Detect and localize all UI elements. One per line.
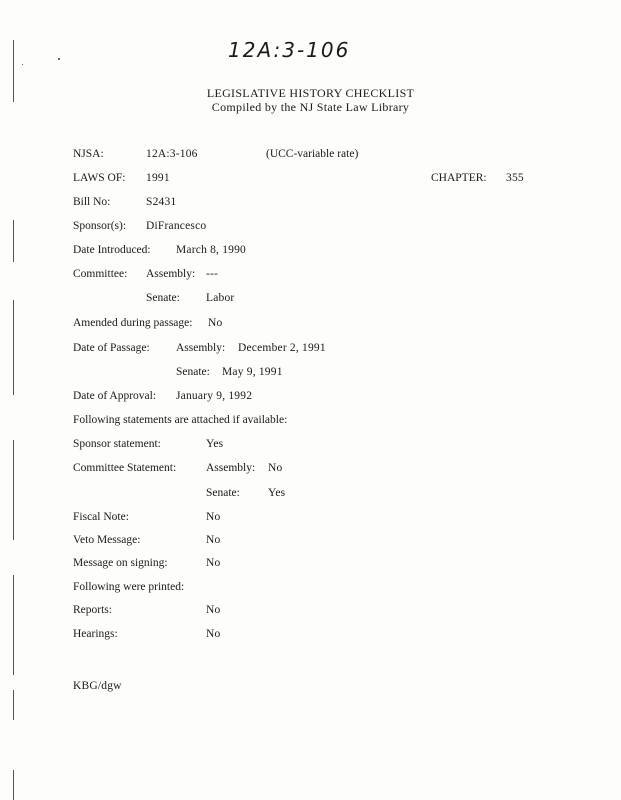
sponsor-statement-value: Yes xyxy=(206,438,224,450)
reports-value: No xyxy=(206,604,221,616)
message-signing-value: No xyxy=(206,557,221,569)
bill-no-label: Bill No: xyxy=(73,196,111,208)
reports-label: Reports: xyxy=(73,604,112,616)
veto-message-label: Veto Message: xyxy=(73,534,141,546)
hearings-value: No xyxy=(206,628,221,640)
passage-assembly-value: December 2, 1991 xyxy=(238,342,326,354)
scan-edge-mark xyxy=(13,440,14,540)
amended-label: Amended during passage: xyxy=(73,317,193,329)
scan-edge-mark xyxy=(13,300,14,395)
scan-edge-mark xyxy=(13,770,14,800)
njsa-value: 12A:3-106 xyxy=(146,148,198,160)
laws-of-label: LAWS OF: xyxy=(73,172,126,184)
njsa-label: NJSA: xyxy=(73,148,104,160)
cs-senate-label: Senate: xyxy=(206,487,240,499)
cs-assembly-label: Assembly: xyxy=(206,462,256,474)
committee-senate-label: Senate: xyxy=(146,292,180,304)
njsa-note: (UCC-variable rate) xyxy=(266,148,359,160)
sponsors-label: Sponsor(s): xyxy=(73,220,127,232)
document-title: LEGISLATIVE HISTORY CHECKLIST xyxy=(206,86,415,100)
date-introduced-label: Date Introduced: xyxy=(73,244,151,256)
fiscal-note-label: Fiscal Note: xyxy=(73,511,129,523)
laws-of-value: 1991 xyxy=(146,172,170,184)
document-subtitle: Compiled by the NJ State Law Library xyxy=(211,100,410,114)
veto-message-value: No xyxy=(206,534,221,546)
committee-statement-label: Committee Statement: xyxy=(73,462,177,474)
committee-label: Committee: xyxy=(73,268,128,280)
date-of-approval-value: January 9, 1992 xyxy=(176,390,253,402)
amended-value: No xyxy=(208,317,223,329)
scan-speck xyxy=(58,58,60,60)
date-of-approval-label: Date of Approval: xyxy=(73,390,157,402)
following-attached-heading: Following statements are attached if available: xyxy=(73,414,288,426)
handwritten-code: 12A:3-106 xyxy=(228,38,351,62)
scan-speck xyxy=(22,64,23,65)
cs-assembly-value: No xyxy=(268,462,283,474)
date-introduced-value: March 8, 1990 xyxy=(176,244,246,256)
message-signing-label: Message on signing: xyxy=(73,557,168,569)
passage-senate-value: May 9, 1991 xyxy=(222,366,283,378)
chapter-value: 355 xyxy=(506,172,524,184)
committee-assembly-label: Assembly: xyxy=(146,268,196,280)
scan-edge-mark xyxy=(13,575,14,675)
scan-edge-mark xyxy=(13,690,14,720)
date-of-passage-label: Date of Passage: xyxy=(73,342,150,354)
hearings-label: Hearings: xyxy=(73,628,118,640)
committee-senate-value: Labor xyxy=(206,292,235,304)
bill-no-value: S2431 xyxy=(146,196,177,208)
sponsor-statement-label: Sponsor statement: xyxy=(73,438,161,450)
sponsors-value: DiFrancesco xyxy=(146,220,207,232)
chapter-label: CHAPTER: xyxy=(431,172,487,184)
footer-initials: KBG/dgw xyxy=(73,680,122,692)
scan-edge-mark xyxy=(13,220,14,262)
fiscal-note-value: No xyxy=(206,511,221,523)
passage-assembly-label: Assembly: xyxy=(176,342,226,354)
following-printed-heading: Following were printed: xyxy=(73,581,185,593)
passage-senate-label: Senate: xyxy=(176,366,210,378)
committee-assembly-value: --- xyxy=(206,268,219,280)
cs-senate-value: Yes xyxy=(268,487,286,499)
